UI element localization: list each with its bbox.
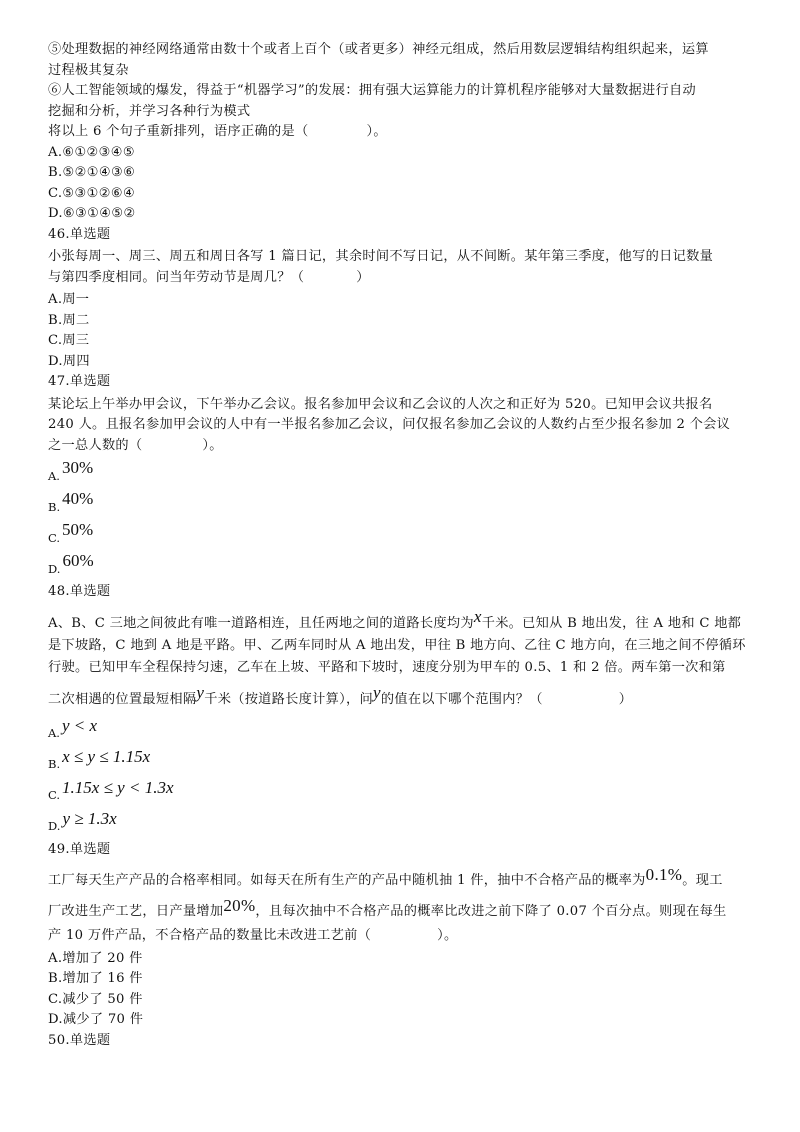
- q48-option-c[interactable]: C. 1.15x ≤ y < 1.3x: [48, 777, 174, 802]
- q46-text-line-2: 与第四季度相同。问当年劳动节是周几？（ ）: [48, 269, 370, 285]
- q47-header: 47.单选题: [48, 374, 111, 389]
- q45-sentence-6-line-1: ⑥人工智能领域的爆发，得益于“机器学习”的发展：拥有强大运算能力的计算机程序能够对大量数据进行自动: [48, 83, 696, 98]
- q49-option-c[interactable]: C.减少了 50 件: [48, 991, 143, 1007]
- q45-option-b[interactable]: B.⑤②①④③⑥: [48, 165, 136, 180]
- q46-option-b[interactable]: B.周二: [48, 312, 90, 328]
- q48-option-a[interactable]: A. y < x: [48, 715, 98, 740]
- var-x: x: [473, 606, 482, 626]
- q45-option-a[interactable]: A.⑥①②③④⑤: [48, 144, 136, 160]
- q48-text-line-3: 行驶。已知甲车全程保持匀速，乙车在上坡、平路和下坡时，速度分别为甲车的 0.5、1 和 2 倍。两车第一次和第: [48, 660, 726, 675]
- q46-option-d[interactable]: D.周四: [48, 353, 90, 369]
- q45-sentence-6-line-2: 挖掘和分析，并学习各种行为模式: [48, 103, 251, 119]
- q48-text-line-4: 二次相遇的位置最短相隔y千米（按道路长度计算），问y的值在以下哪个范围内？（ ）: [48, 682, 633, 707]
- q47-text-line-1: 某论坛上午举办甲会议，下午举办乙会议。报名参加甲会议和乙会议的人次之和正好为 520。已知甲会议共报名: [48, 396, 713, 412]
- q49-text-line-3: 产 10 万件产品，不合格产品的数量比未改进工艺前（ ）。: [48, 928, 458, 943]
- q47-text-line-2: 240 人。且报名参加甲会议的人中有一半报名参加乙会议，问仅报名参加乙会议的人数约占至少报名参加 2 个会议: [48, 417, 731, 432]
- var-y-2: y: [372, 682, 381, 702]
- q46-header: 46.单选题: [48, 226, 111, 242]
- q49-option-a[interactable]: A.增加了 20 件: [48, 950, 143, 966]
- probability-value: 0.1%: [645, 865, 683, 884]
- q46-option-a[interactable]: A.周一: [48, 292, 90, 307]
- q47-option-a[interactable]: A. 30%: [48, 458, 94, 483]
- q48-header: 48.单选题: [48, 584, 111, 599]
- q46-option-c[interactable]: C.周三: [48, 333, 90, 348]
- q47-option-b[interactable]: B. 40%: [48, 489, 94, 514]
- q49-header: 49.单选题: [48, 841, 111, 857]
- q49-text-line-1: 工厂每天生产产品的合格率相同。如每天在所有生产的产品中随机抽 1 件，抽中不合格产品的概率为0.1%。现工: [48, 865, 723, 888]
- q49-option-d[interactable]: D.减少了 70 件: [48, 1012, 144, 1027]
- q45-prompt: 将以上 6 个句子重新排列，语序正确的是（ ）。: [48, 124, 387, 139]
- q47-option-c[interactable]: C. 50%: [48, 520, 94, 545]
- q49-option-b[interactable]: B.增加了 16 件: [48, 971, 143, 986]
- q47-option-d[interactable]: D. 60%: [48, 551, 94, 576]
- q47-text-line-3: 之一总人数的（ ）。: [48, 437, 223, 453]
- document-page: [48, 40, 758, 1051]
- increase-value: 20%: [223, 896, 256, 915]
- q45-sentence-5-line-2: 过程极其复杂: [48, 62, 129, 78]
- q48-text-line-1: A、B、C 三地之间彼此有唯一道路相连，且任两地之间的道路长度均为x千米。已知从 B 地出发，往 A 地和 C 地都: [48, 606, 742, 631]
- q49-text-line-2: 厂改进生产工艺，日产量增加20%，且每次抽中不合格产品的概率比改进之前下降了 0.07 个百分点。则现在每生: [48, 896, 727, 919]
- var-y: y: [196, 682, 205, 702]
- q48-option-b[interactable]: B. x ≤ y ≤ 1.15x: [48, 746, 151, 771]
- q50-header: 50.单选题: [48, 1032, 111, 1048]
- q46-text-line-1: 小张每周一、周三、周五和周日各写 1 篇日记，其余时间不写日记，从不间断。某年第三季度，他写的日记数量: [48, 249, 714, 264]
- q45-option-d[interactable]: D.⑥③①④⑤②: [48, 206, 136, 221]
- q45-sentence-5-line-1: ⑤处理数据的神经网络通常由数十个或者上百个（或者更多）神经元组成，然后用数层逻辑结构组织起来，运算: [48, 42, 709, 57]
- q48-text-line-2: 是下坡路，C 地到 A 地是平路。甲、乙两车同时从 A 地出发，甲往 B 地方向、乙往 C 地方向，在三地之间不停循环: [48, 637, 746, 653]
- q48-option-d[interactable]: D. y ≥ 1.3x: [48, 808, 117, 833]
- q45-option-c[interactable]: C.⑤③①②⑥④: [48, 185, 136, 201]
